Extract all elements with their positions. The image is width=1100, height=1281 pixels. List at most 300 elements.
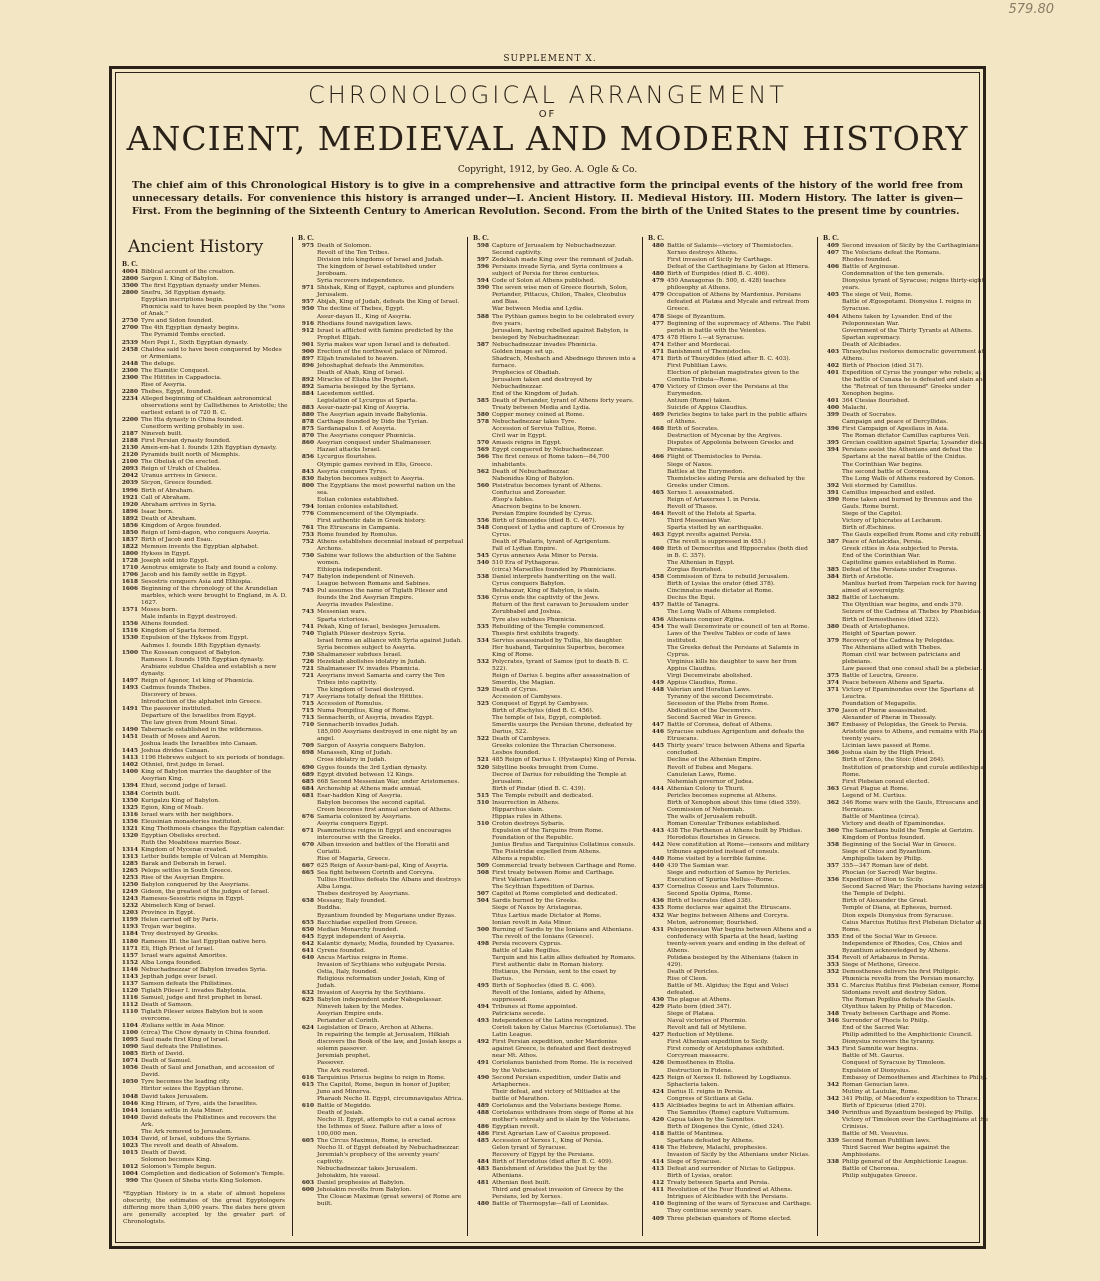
- timeline-entry: [296, 1060, 464, 1067]
- entry-event: Abimelech King of Israel.: [141, 903, 216, 910]
- entry-year: 1320: [121, 832, 138, 839]
- timeline-entry: [471, 927, 639, 934]
- entry-year: 1074: [121, 1058, 138, 1065]
- timeline-entry: [821, 581, 989, 595]
- timeline-entry: [821, 1131, 989, 1138]
- entry-year: 690: [301, 764, 314, 771]
- timeline-entry: [296, 314, 464, 321]
- entry-year: 3500: [121, 283, 138, 290]
- entry-event: Departure of the Israelites from Egypt.: [141, 713, 256, 719]
- entry-year: [646, 1046, 667, 1053]
- entry-event: Eolian colonies established.: [317, 496, 399, 503]
- entry-year: 2200: [121, 417, 138, 424]
- timeline-entry: [471, 1089, 639, 1103]
- timeline-entry: [471, 497, 639, 504]
- entry-year: [296, 969, 317, 976]
- entry-year: [821, 602, 842, 609]
- timeline-entry: [646, 1089, 814, 1096]
- entry-event: Syracuse subdues Agrigentum and defeats the Etruscans.: [667, 729, 805, 743]
- entry-event: Æolians settle in Asia Minor.: [141, 1023, 225, 1030]
- timeline-entry: [646, 335, 814, 342]
- timeline-entry: [296, 1032, 464, 1053]
- timeline-entry: [471, 1025, 639, 1039]
- timeline-entry: [821, 1117, 989, 1131]
- entry-event: Dionysius tyrant of Syracuse; reigns thirty-eight years.: [842, 278, 984, 292]
- entry-year: 957: [301, 299, 314, 306]
- entry-year: [471, 490, 492, 497]
- entry-year: 430: [651, 997, 664, 1004]
- entry-year: [646, 1018, 667, 1025]
- entry-year: 870: [301, 433, 314, 440]
- entry-year: [821, 821, 842, 828]
- timeline-entry: [821, 1096, 989, 1103]
- entry-event: Death of Josiah.: [317, 1109, 364, 1116]
- entry-year: [646, 609, 667, 616]
- entry-event: Tyranny of the second Decemvirate.: [667, 694, 774, 701]
- entry-event: Uranus arrives in Greece.: [141, 473, 217, 480]
- timeline-entry: [296, 370, 464, 377]
- entry-event: Philip admitted to the Amphictionic Council.: [842, 1032, 973, 1039]
- entry-event: The kingdom of Israel established under Jeroboam.: [317, 264, 437, 278]
- entry-year: [821, 743, 842, 750]
- entry-year: 598: [476, 243, 489, 250]
- timeline-entry: [471, 1011, 639, 1018]
- entry-event: Abraham arrives in Syria.: [141, 501, 217, 508]
- entry-event: Death of Alcibiades.: [842, 341, 902, 348]
- timeline-entry: [471, 278, 639, 285]
- timeline-entry: [296, 927, 464, 934]
- entry-event: King Thothmosis changes the Egyptian calendar.: [141, 825, 285, 832]
- timeline-entry: [120, 452, 288, 459]
- timeline-entry: [471, 1060, 639, 1074]
- entry-year: [471, 377, 492, 391]
- entry-year: [821, 1025, 842, 1032]
- entry-year: [296, 856, 317, 863]
- entry-event: Persians assist the Athenians and defeat the Spartans at the naval battle of the Cnidus.: [842, 447, 973, 461]
- timeline-entry: [821, 884, 989, 898]
- entry-year: 667: [301, 863, 314, 870]
- timeline-entry: [821, 779, 989, 786]
- entry-event: Accession of Cambyses.: [492, 694, 563, 701]
- entry-year: 448: [651, 687, 664, 693]
- timeline-entry: [821, 271, 989, 278]
- entry-event: (The revolt is suppressed in 455.): [667, 539, 766, 546]
- entry-event: Capua taken by the Samnites.: [667, 1116, 756, 1123]
- entry-event: Tiglath Pileser seizes Babylon but is soon overcome.: [141, 1008, 263, 1023]
- timeline-entry: [646, 440, 814, 454]
- entry-year: [646, 525, 667, 532]
- entry-event: Battle of Mt. Gaurus.: [842, 1053, 905, 1060]
- entry-event: Aristotle goes to Athens, and remains with Plato twenty years.: [842, 729, 985, 743]
- timeline-entry: [821, 1068, 989, 1075]
- entry-year: [471, 715, 492, 722]
- entry-event: Tiglath Pileser I. invades Babylonia.: [141, 987, 247, 994]
- entry-year: [471, 631, 492, 638]
- timeline-entry: [296, 440, 464, 447]
- entry-event: Nebuchadnezzar takes Tyre.: [492, 419, 577, 426]
- entry-year: [821, 1089, 842, 1096]
- timeline-entry: [120, 572, 288, 579]
- timeline-entry: [296, 800, 464, 807]
- entry-year: 340: [826, 1109, 839, 1116]
- timeline-entry: [646, 1004, 814, 1011]
- entry-year: [120, 657, 141, 664]
- entry-event: Accession of Servius Tullius, Rome.: [492, 426, 597, 433]
- entry-year: [471, 905, 492, 912]
- entry-year: 650: [301, 926, 314, 933]
- entry-year: 460: [651, 546, 664, 553]
- entry-event: Reign of Ismi-dagon, who conquers Assyria.: [141, 529, 271, 536]
- entry-event: Assyrian Empire ends.: [317, 1011, 384, 1018]
- timeline-entry: [120, 1079, 288, 1086]
- entry-event: Sibylline books brought from Cume.: [492, 764, 599, 771]
- section-heading-ancient-history: Ancient History: [128, 237, 264, 257]
- entry-event: The walls of Jerusalem rebuilt.: [667, 813, 758, 820]
- entry-year: 1250: [121, 882, 138, 889]
- entry-event: Victory and death of Epaminondas.: [842, 820, 946, 827]
- entry-year: [821, 898, 842, 905]
- entry-year: 892: [301, 376, 314, 383]
- entry-event: Rome declares war against the Etruscans.: [667, 905, 792, 912]
- entry-year: 449: [651, 679, 664, 686]
- entry-event: Siege of Byzantium.: [667, 313, 726, 320]
- entry-year: [296, 913, 317, 920]
- timeline-entry: [120, 466, 288, 473]
- timeline-entry: [120, 628, 288, 635]
- timeline-entry: [821, 518, 989, 525]
- entry-event: Sidonians revolt and destroy Sidon.: [842, 990, 947, 997]
- entry-year: [471, 786, 492, 793]
- timeline-entry: [821, 1075, 989, 1082]
- timeline-entry: [471, 969, 639, 983]
- entry-year: 1710: [121, 565, 138, 572]
- timeline-entry: [296, 1096, 464, 1103]
- timeline-entry: [120, 551, 288, 558]
- entry-year: [296, 638, 317, 645]
- entry-event: Birth of Phocion (died 317).: [842, 362, 924, 369]
- entry-year: [296, 800, 317, 807]
- entry-year: [296, 757, 317, 764]
- timeline-entry: [821, 1046, 989, 1053]
- timeline-entry: [646, 856, 814, 863]
- entry-year: [821, 793, 842, 800]
- supplement-label: SUPPLEMENT X.: [503, 54, 597, 64]
- entry-event: Decline of the Athenian Empire.: [667, 757, 762, 764]
- entry-year: [821, 469, 842, 476]
- entry-year: 394: [826, 447, 839, 454]
- entry-event: Birth of Xenophon about this time (died 359).: [667, 799, 801, 806]
- entry-year: 2539: [121, 339, 138, 346]
- entry-year: [646, 891, 667, 898]
- entry-year: [821, 715, 842, 722]
- timeline-entry: [471, 370, 639, 377]
- entry-year: 2130: [121, 445, 138, 452]
- entry-year: 684: [301, 785, 314, 792]
- timeline-entry: [471, 934, 639, 941]
- entry-year: 843: [301, 468, 314, 475]
- entry-event: First Valerian Laws.: [492, 877, 551, 884]
- entry-year: [646, 715, 667, 722]
- entry-year: 1556: [121, 621, 138, 628]
- entry-event: Philip subjugates Greece.: [842, 1173, 918, 1180]
- entry-year: [646, 581, 667, 588]
- entry-year: 529: [476, 687, 489, 693]
- entry-year: [120, 643, 141, 650]
- entry-year: 374: [826, 679, 839, 686]
- entry-year: 540: [476, 560, 489, 567]
- timeline-entry: [646, 476, 814, 490]
- timeline-entry: [821, 976, 989, 983]
- entry-year: 2234: [121, 395, 138, 402]
- entry-year: 570: [476, 440, 489, 447]
- entry-year: 1110: [121, 1008, 138, 1015]
- entry-event: Rome founded by Romulus.: [317, 531, 398, 538]
- entry-year: [821, 1166, 842, 1173]
- timeline-entry: [821, 433, 989, 440]
- entry-event: 355—347 Roman law of debt.: [842, 863, 929, 870]
- entry-event: Death of David.: [141, 1149, 187, 1156]
- entry-event: Conquest of Lydia and capture of Croesus by Cyrus.: [492, 524, 625, 538]
- column-divider: [642, 237, 643, 1236]
- entry-year: [120, 840, 141, 847]
- entry-event: The second battle of Coronea.: [842, 468, 931, 475]
- entry-event: Aahmes I. founds 18th Egyptian dynasty.: [141, 642, 261, 649]
- entry-year: [821, 278, 842, 292]
- entry-event: Esar-haddon King of Assyria.: [317, 792, 403, 799]
- timeline-entry: [296, 462, 464, 469]
- timeline-entry: [646, 680, 814, 687]
- timeline-entry: [646, 1117, 814, 1124]
- timeline-entry: [646, 292, 814, 313]
- timeline-entry: [120, 741, 288, 748]
- entry-year: [821, 1032, 842, 1039]
- entry-year: 681: [301, 792, 314, 799]
- entry-year: 346: [826, 1018, 839, 1025]
- entry-event: Arabians subdue Chaldea and establish a new dynasty.: [141, 663, 277, 677]
- timeline-entry: [296, 856, 464, 863]
- entry-event: Call of Abraham.: [141, 494, 191, 501]
- entry-year: 640: [301, 954, 314, 961]
- timeline-entry: [646, 757, 814, 764]
- entry-event: Athens founded.: [141, 621, 189, 628]
- timeline-entry: [296, 433, 464, 440]
- entry-event: Esther and Mordecai.: [667, 341, 731, 348]
- entry-event: Xerxes destroys Athens.: [667, 250, 738, 257]
- entry-year: 1996: [121, 487, 138, 494]
- entry-event: Smerdis usurps the Persian throne, defeated by Darius, 522.: [492, 722, 633, 736]
- entry-event: Snefru, 3d Egyptian dynasty.: [141, 290, 226, 297]
- entry-year: 1606: [121, 586, 138, 593]
- timeline-entry: [471, 842, 639, 849]
- timeline-entry: [471, 786, 639, 793]
- entry-year: 492: [476, 1039, 489, 1046]
- entry-event: Third Sacred War begins against the Amphissians.: [842, 1145, 950, 1159]
- entry-event: The first census of Rome taken—84,700 inhabitants.: [492, 454, 610, 468]
- entry-event: Persia recovers Cyprus.: [492, 940, 562, 947]
- timeline-entry: [471, 1110, 639, 1124]
- entry-year: 741: [301, 623, 314, 630]
- timeline-entry: [821, 1145, 989, 1159]
- entry-event: Coriolanus withdraws from siege of Rome at his mother's entreaty and is slain by the Volscians.: [492, 1109, 634, 1123]
- timeline-entry: [821, 990, 989, 997]
- entry-year: [646, 835, 667, 842]
- entry-event: The deluge.: [141, 360, 176, 367]
- timeline-entry: [821, 793, 989, 800]
- entry-year: 416: [651, 1145, 664, 1152]
- timeline-entry: [646, 800, 814, 807]
- timeline-entry: [296, 1194, 464, 1208]
- timeline-entry: [120, 861, 288, 868]
- timeline-entry: [646, 828, 814, 835]
- timeline-entry: [296, 1145, 464, 1152]
- entry-event: Copper money coined at Rome.: [492, 412, 585, 419]
- entry-event: Hiritor seizes the Egyptian throne.: [141, 1086, 244, 1093]
- timeline-entry: [471, 941, 639, 948]
- entry-event: The Volscians defeat the Romans.: [842, 250, 941, 257]
- entry-year: 1048: [121, 1093, 138, 1100]
- timeline-entry: [821, 483, 989, 490]
- entry-event: Solomon's Temple begun.: [141, 1164, 217, 1170]
- entry-year: 360: [826, 827, 839, 834]
- entry-year: [296, 905, 317, 912]
- entry-event: Death of Saul and Jonathan, and accession of David.: [141, 1065, 275, 1079]
- entry-event: Demosthenes delivers his first Philippic.: [842, 968, 961, 975]
- timeline-entry: [471, 898, 639, 905]
- timeline-entry: [296, 722, 464, 729]
- entry-year: 1116: [121, 994, 138, 1001]
- timeline-entry: [646, 511, 814, 518]
- entry-event: Cuneiform writing probably in use.: [141, 424, 245, 431]
- timeline-entry: [120, 347, 288, 361]
- entry-event: Rameses III. the last Egyptian native hero.: [141, 938, 267, 945]
- entry-year: [120, 692, 141, 699]
- timeline-entry: [646, 1025, 814, 1032]
- entry-year: 1253: [121, 875, 138, 882]
- entry-event: Xerxes I. assassinated.: [667, 489, 734, 496]
- entry-year: [821, 342, 842, 349]
- timeline-entry: [120, 720, 288, 727]
- timeline-entry: [821, 398, 989, 405]
- entry-event: Birth of Socrates.: [667, 426, 719, 433]
- entry-year: 1243: [121, 896, 138, 903]
- timeline-entry: [120, 459, 288, 466]
- entry-event: Birth of Sophocles (died B. C. 406).: [492, 982, 596, 989]
- entry-year: [646, 821, 667, 828]
- entry-year: 395: [826, 440, 839, 447]
- entry-year: 590: [476, 285, 489, 292]
- entry-year: [471, 405, 492, 412]
- entry-event: Second Roman Publilian laws.: [842, 1138, 931, 1144]
- entry-year: [471, 617, 492, 624]
- timeline-entry: [296, 687, 464, 694]
- entry-event: Sparta victorious.: [317, 616, 370, 623]
- entry-year: 488: [476, 1109, 489, 1116]
- timeline-entry: [471, 962, 639, 969]
- entry-event: Expulsion of the Hyksos from Egypt.: [141, 635, 249, 642]
- timeline-entry: [120, 875, 288, 882]
- entry-year: 721: [301, 665, 314, 672]
- entry-event: The Long Walls of Athens restored by Conon.: [842, 475, 975, 482]
- timeline-entry: [646, 807, 814, 814]
- entry-year: 1193: [121, 924, 138, 931]
- entry-event: Virgi Decemvirate abolished.: [667, 672, 753, 679]
- era-label: B. C.: [823, 235, 840, 242]
- entry-event: Battle of Mantinea.: [667, 1130, 724, 1137]
- entry-event: War begins between Athens and Corcyra.: [667, 912, 789, 919]
- entry-event: Darius II. reigns in Persia.: [667, 1088, 745, 1095]
- timeline-entry: [646, 278, 814, 292]
- timeline-entry: [821, 743, 989, 750]
- timeline-entry: [120, 1157, 288, 1164]
- entry-event: Second Persian expedition, under Datis and Artaphernes.: [492, 1074, 621, 1088]
- entry-event: Israel forms an alliance with Syria against Judah.: [317, 637, 463, 644]
- entry-event: Hezekiah abolishes idolatry in Judah.: [317, 658, 427, 665]
- entry-event: Completion and dedication of Solomon's Temple.: [141, 1171, 285, 1178]
- entry-event: The Pyramid Tombs erected.: [141, 332, 226, 339]
- entry-event: End of the Kingdom of Judah.: [492, 391, 579, 398]
- entry-event: Assyria conquers Tyrus.: [317, 468, 388, 475]
- entry-event: Amphipolis taken by Philip.: [842, 856, 923, 863]
- timeline-entry: [821, 821, 989, 828]
- entry-event: Moses born.: [141, 607, 178, 614]
- entry-event: Birth of Isocrates (died 338).: [667, 898, 753, 905]
- entry-event: Memnon invents the Egyptian alphabet.: [141, 543, 259, 550]
- timeline-entry: [646, 1124, 814, 1131]
- entry-event: Siege of Methone, Greece.: [842, 961, 921, 968]
- entry-year: [821, 1117, 842, 1131]
- timeline-entry: [471, 920, 639, 927]
- entry-year: 1112: [121, 1001, 138, 1008]
- timeline-entry: [120, 1009, 288, 1023]
- entry-year: 446: [651, 729, 664, 736]
- entry-event: Jepthah judge over Israel.: [141, 973, 218, 980]
- timeline-entry: [646, 1187, 814, 1194]
- entry-year: 587: [476, 341, 489, 348]
- timeline-entry: [471, 1166, 639, 1180]
- timeline-entry: [471, 905, 639, 912]
- entry-year: [821, 849, 842, 856]
- entry-year: 342: [826, 1095, 839, 1102]
- entry-event: The Athenians allied with Thebes.: [842, 644, 942, 651]
- entry-event: Tabernacle established in the wilderness.: [141, 727, 263, 734]
- timeline-entry: [471, 757, 639, 764]
- timeline-entry: [821, 1082, 989, 1089]
- entry-year: [471, 673, 492, 687]
- timeline-entry: [120, 1030, 288, 1037]
- entry-year: 480: [476, 1201, 489, 1208]
- entry-event: Destruction of Mycenæ by the Argives.: [667, 433, 782, 440]
- entry-year: [646, 476, 667, 490]
- entry-event: Sicyon, Greece founded.: [141, 480, 213, 487]
- entry-year: 490: [476, 1074, 489, 1081]
- entry-year: [821, 335, 842, 342]
- entry-event: Commission of Ezra to rebuild Jerusalem.: [667, 574, 790, 581]
- entry-list: [471, 243, 639, 1208]
- entry-year: 875: [301, 426, 314, 433]
- entry-event: 1196 Hebrews subject to six periods of bondage.: [141, 755, 285, 762]
- entry-year: [296, 1166, 317, 1173]
- timeline-entry: [120, 974, 288, 981]
- timeline-entry: [120, 340, 288, 347]
- timeline-entry: [471, 814, 639, 821]
- entry-year: 671: [301, 827, 314, 834]
- timeline-entry: [471, 955, 639, 962]
- entry-year: [821, 617, 842, 624]
- entry-year: 1400: [121, 769, 138, 776]
- timeline-entry: [646, 405, 814, 412]
- timeline-entry: [821, 447, 989, 461]
- title-of: OF: [538, 109, 557, 120]
